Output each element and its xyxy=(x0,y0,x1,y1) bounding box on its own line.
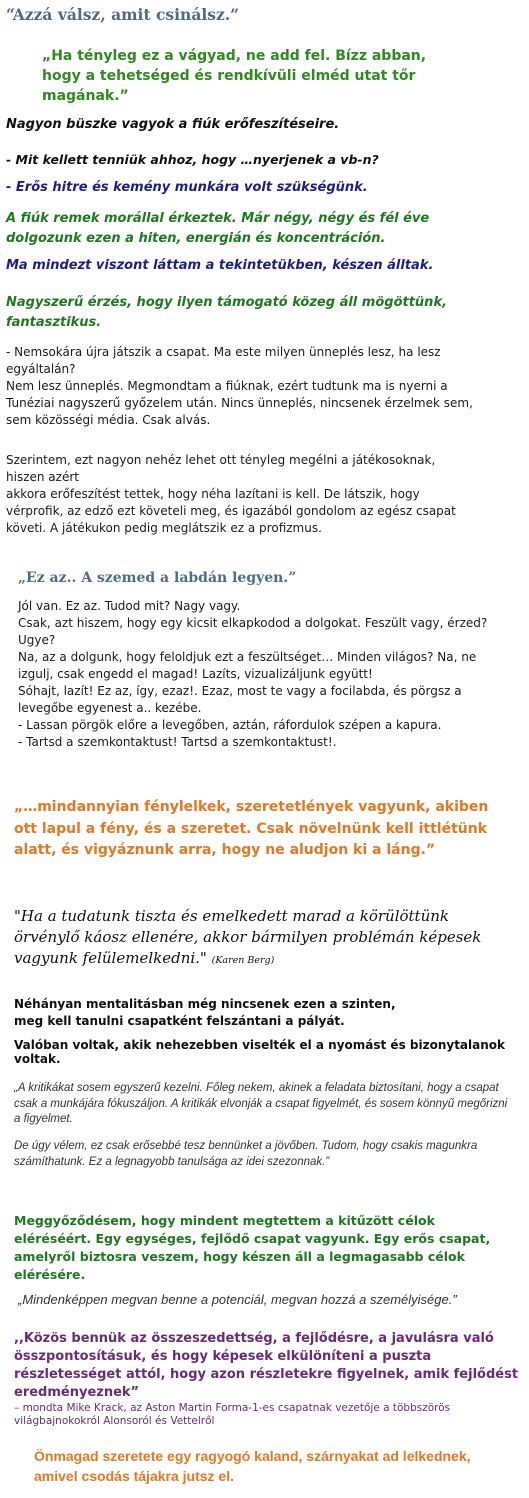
saw-eyes-statement: Ma mindezt viszont láttam a tekintetükben, készen álltak. xyxy=(6,258,434,273)
quote1-title: “Azzá válsz, amit csinálsz.” xyxy=(6,5,240,24)
light-quote: „…mindannyian fénylelkek, szeretetlények vagyunk, akiben ott lapul a fény, és a szeretet. Csak növelnünk kell ittlétünk alatt, és vigyáznunk arra, hogy ne aludjon ki a láng.” xyxy=(14,799,489,858)
karen-quote-text: "Ha a tudatunk tiszta és emelkedett marad a körülöttünk örvénylő káosz ellenére, akkor bármilyen problémán képesek vagyunk felülemelkedni." xyxy=(14,907,482,967)
criticism-part2: De úgy vélem, ez csak erősebbé tesz bennünket a jövőben. Tudom, hogy csakis magunkra számíthatunk. Ez a legnagyobb tanulsága az idei szezonnak.” xyxy=(14,1140,478,1168)
proud-statement: Nagyon büszke vagyok a fiúk erőfeszítéseire. xyxy=(6,117,340,132)
great-feeling-statement: Nagyszerű érzés, hogy ilyen támogató közeg áll mögöttünk, fantasztikus. xyxy=(6,295,448,330)
coaching-dialogue: Jól van. Ez az. Tudod mit? Nagy vagy. Csak, azt hiszem, hogy egy kicsit elkapkodod a dolgokat. Feszült vagy, érzed? Ugye? Na, az a dolgunk, hogy feloldjuk ezt a feszültséget… Minden világos? Na, ne izgulj, csak engedd el magad! Lazíts, vizualizáljunk együtt! Sóhajt, lazít! Ez az, így, ezaz!. Ezaz, most te vagy a focilabda, és pörgsz a levegőbe egyenest a.. kezébe. - Lassan pörgök előre a levegőben, aztán, ráfordulok szépen a kapura. - Tartsd a szemkontaktust! Tartsd a szemkontaktust!. xyxy=(18,599,488,749)
quote1-body: „Ha tényleg ez a vágyad, ne add fel. Bízz abban, hogy a tehetséged és rendkívüli elméd utat tőr magának.” xyxy=(42,48,427,104)
interview-text: - Nemsokára újra játszik a csapat. Ma este milyen ünneplés lesz, ha lesz egyáltalán? Nem lesz ünneplés. Megmondtam a fiúknak, ezért tudtunk ma is nyerni a Tunéziai nagyszerű győzelem után. Nincs ünneplés, nincsenek érzelmek sem, sem közösségi média. Csak alvás. xyxy=(6,345,473,427)
morale-statement: A fiúk remek morállal érkeztek. Már négy, négy és fél éve dolgozunk ezen a hiten, energián és koncentráción. xyxy=(6,211,430,246)
potential-quote: „Mindenképpen megvan benne a potenciál, megvan hozzá a személyisége.” xyxy=(18,1292,457,1307)
quote2-title: „Ez az.. A szemed a labdán legyen.” xyxy=(18,570,297,586)
pressure-statement: Valóban voltak, akik nehezebben viselték el a nyomást és bizonytalanok voltak. xyxy=(14,1038,506,1066)
self-love-quote: Önmagad szeretete egy ragyogó kaland, szárnyakat ad lelkednek, amivel csodás tájakra jutsz el. xyxy=(34,1448,471,1484)
criticism-part1: „A kritikákat sosem egyszerű kezelni. Főleg nekem, akinek a feladata biztosítani, hogy a csapat csak a munkájára fókuszáljon. A kritikák elvonják a csapat figyelmét, és sosem könnyű megőrizni a figyelmet. xyxy=(14,1082,508,1125)
question-what: - Mit kellett tenniük ahhoz, hogy …nyerjenek a vb-n? xyxy=(6,152,379,167)
karen-berg-quote xyxy=(14,906,514,971)
conviction-statement: Meggyőződésem, hogy mindent megtettem a kitűzött célok eléréséért. Egy egységes, fejlődő csapat vagyunk. Egy erős csapat, amelyről biztosra veszem, hogy készen áll a legmagasabb célok elérésére. xyxy=(14,1213,491,1282)
answer-faith: - Erős hitre és kemény munkára volt szükségünk. xyxy=(6,180,368,195)
opinion-text: Szerintem, ezt nagyon nehéz lehet ott tényleg megélni a játékosoknak, hiszen azért akkora erőfeszítést tettek, hogy néha lazítani is kell. De látszik, hogy vérprofik, az edző ezt követeli meg, és igazából gondolom az egész csapat követi. A játékukon pedig meglátszik ez a profizmus. xyxy=(6,453,456,535)
mentality-statement: Néhányan mentalitásban még nincsenek ezen a szinten, meg kell tanulni csapatként felszántani a pályát. xyxy=(14,997,396,1028)
karen-quote-author: (Karen Berg) xyxy=(211,955,275,966)
krack-source: – mondta Mike Krack, az Aston Martin Forma-1-es csapatnak vezetője a többszörös világbajnokokról Alonsoról és Vettelről xyxy=(14,1402,451,1427)
krack-quote: ,,Közös bennük az összeszedettség, a fejlődésre, a javulásra való összpontosításuk, és hogy képesek elkülöníteni a puszta részletességet attól, hogy azon részletekre figyelnek, amik fejlődést eredményeznek” xyxy=(14,1331,519,1400)
